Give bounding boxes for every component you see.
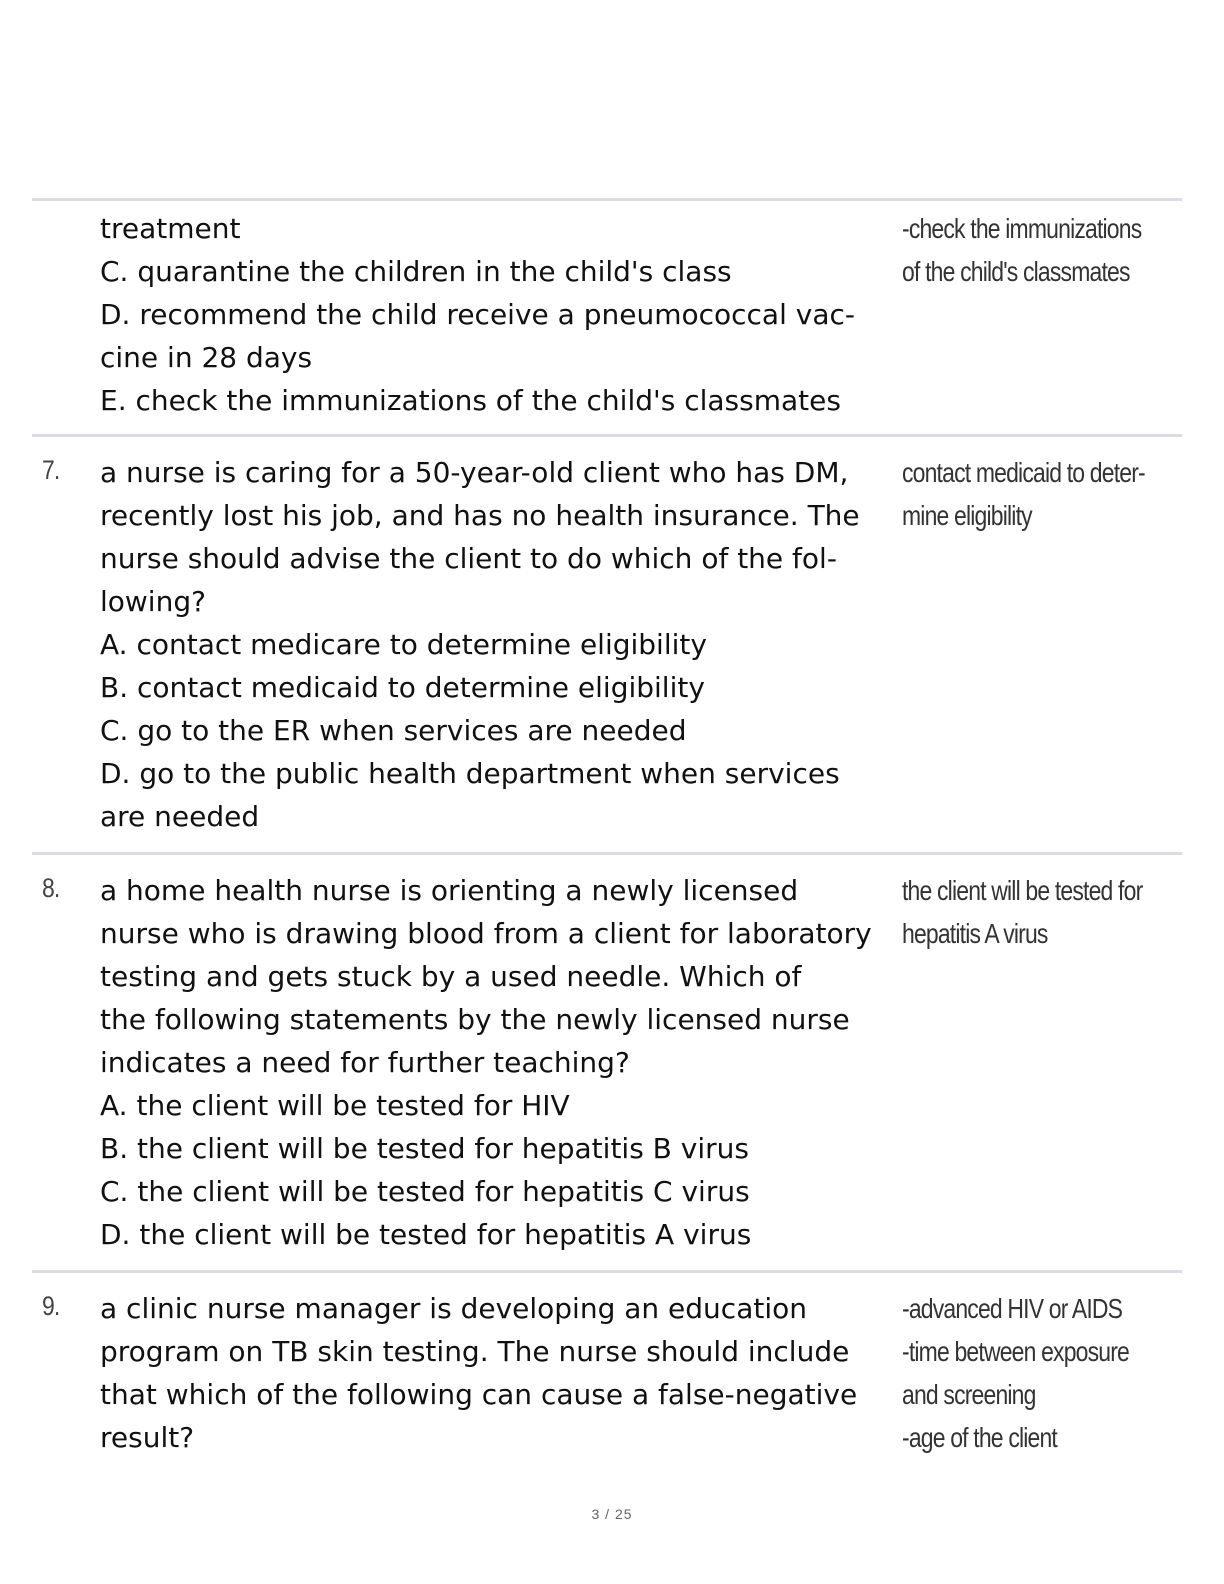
question-line: recently lost his job, and has no health insurance. The: [100, 499, 860, 532]
answer-line: -time between exposure: [902, 1336, 1129, 1367]
answer-line: -check the immunizations: [902, 213, 1142, 244]
answer-text: [902, 869, 1192, 955]
question-line: D. the client will be tested for hepatitis A virus: [100, 1218, 752, 1251]
answer-text: [902, 451, 1192, 537]
question-line: lowing?: [100, 585, 206, 618]
flashcard-row: [32, 1270, 1182, 1473]
question-number: 7.: [42, 455, 60, 485]
question-line: result?: [100, 1421, 195, 1454]
question-text: [100, 451, 900, 838]
question-line: a home health nurse is orienting a newly licensed: [100, 874, 799, 907]
question-line: D. recommend the child receive a pneumococcal vac-: [100, 298, 855, 331]
question-text: [100, 1287, 900, 1459]
question-line: nurse should advise the client to do which of the fol-: [100, 542, 837, 575]
question-text: [100, 207, 900, 422]
question-line: treatment: [100, 212, 241, 245]
question-line: B. the client will be tested for hepatitis B virus: [100, 1132, 749, 1165]
question-line: C. the client will be tested for hepatitis C virus: [100, 1175, 750, 1208]
answer-text: [902, 207, 1192, 293]
question-line: B. contact medicaid to determine eligibility: [100, 671, 705, 704]
question-line: program on TB skin testing. The nurse should include: [100, 1335, 850, 1368]
answer-text: [902, 1287, 1192, 1459]
question-line: D. go to the public health department when services: [100, 757, 840, 790]
question-line: C. quarantine the children in the child's class: [100, 255, 732, 288]
question-line: A. the client will be tested for HIV: [100, 1089, 570, 1122]
flashcard-row: [32, 198, 1182, 437]
question-line: a clinic nurse manager is developing an education: [100, 1292, 807, 1325]
question-line: that which of the following can cause a false-negative: [100, 1378, 858, 1411]
question-line: indicates a need for further teaching?: [100, 1046, 630, 1079]
question-line: the following statements by the newly licensed nurse: [100, 1003, 850, 1036]
question-number: 9.: [42, 1291, 60, 1321]
answer-line: -age of the client: [902, 1422, 1058, 1453]
question-line: E. check the immunizations of the child's classmates: [100, 384, 841, 417]
question-line: C. go to the ER when services are needed: [100, 714, 687, 747]
answer-line: -advanced HIV or AIDS: [902, 1293, 1123, 1324]
question-line: a nurse is caring for a 50-year-old client who has DM,: [100, 456, 849, 489]
question-line: nurse who is drawing blood from a client for laboratory: [100, 917, 872, 950]
question-line: cine in 28 days: [100, 341, 313, 374]
flashcard-row: [32, 434, 1182, 855]
question-line: are needed: [100, 800, 260, 833]
question-number: 8.: [42, 873, 60, 903]
answer-line: the client will be tested for: [902, 875, 1143, 906]
answer-line: mine eligibility: [902, 500, 1032, 531]
flashcard-row: [32, 852, 1182, 1273]
answer-line: of the child's classmates: [902, 256, 1130, 287]
question-text: [100, 869, 900, 1256]
answer-line: contact medicaid to deter-: [902, 457, 1145, 488]
question-line: A. contact medicare to determine eligibility: [100, 628, 707, 661]
answer-line: and screening: [902, 1379, 1036, 1410]
answer-line: hepatitis A virus: [902, 918, 1048, 949]
page-indicator: 3 / 25: [591, 1506, 633, 1522]
question-line: testing and gets stuck by a used needle. Which of: [100, 960, 802, 993]
